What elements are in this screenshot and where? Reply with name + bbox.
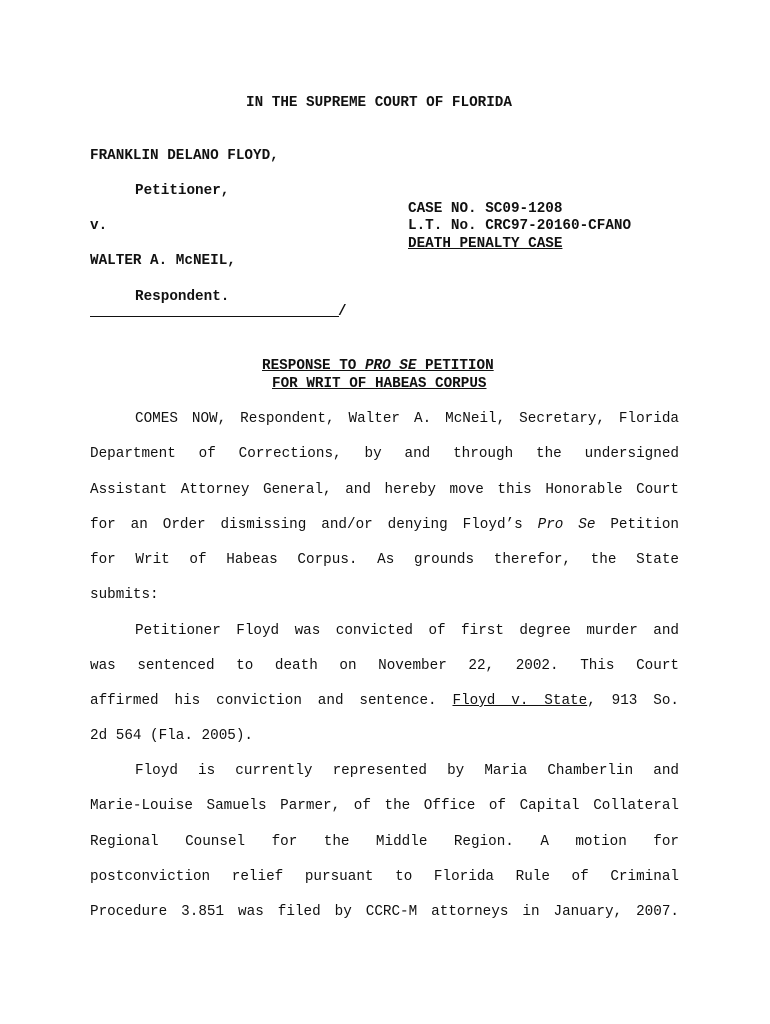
versus: v. — [90, 218, 108, 234]
document-title-line-2: FOR WRIT OF HABEAS CORPUS — [272, 376, 487, 392]
body-line: Floyd is currently represented by Maria Chamberlin and — [135, 763, 679, 779]
petitioner-name: FRANKLIN DELANO FLOYD, — [90, 148, 279, 164]
body-line: submits: — [90, 587, 159, 603]
caption-rule — [90, 316, 339, 317]
case-citation: Floyd v. State — [452, 693, 588, 709]
body-line: Regional Counsel for the Middle Region. A motion for — [90, 834, 679, 850]
body-line: for an Order dismissing and/or denying Floyd’s Pro Se Petition — [90, 517, 679, 533]
body-line: COMES NOW, Respondent, Walter A. McNeil, Secretary, Florida — [135, 411, 679, 427]
body-line: was sentenced to death on November 22, 2002. This Court — [90, 658, 679, 674]
respondent-name: WALTER A. McNEIL, — [90, 253, 236, 269]
respondent-role: Respondent. — [135, 289, 230, 305]
petitioner-role: Petitioner, — [135, 183, 230, 199]
body-line: postconviction relief pursuant to Florida Rule of Criminal — [90, 869, 679, 885]
document-title-line-1: RESPONSE TO PRO SE PETITION — [262, 358, 494, 374]
body-line: Procedure 3.851 was filed by CCRC-M attorneys in January, 2007. — [90, 904, 679, 920]
body-line: Petitioner Floyd was convicted of first degree murder and — [135, 623, 679, 639]
case-number: CASE NO. SC09-1208 — [408, 201, 563, 217]
body-line: Marie-Louise Samuels Parmer, of the Office of Capital Collateral — [90, 798, 679, 814]
caption-slash: / — [338, 304, 347, 320]
case-type: DEATH PENALTY CASE — [408, 236, 563, 252]
body-line: Department of Corrections, by and through the undersigned — [90, 446, 679, 462]
body-line: for Writ of Habeas Corpus. As grounds therefor, the State — [90, 552, 679, 568]
court-heading: IN THE SUPREME COURT OF FLORIDA — [246, 95, 512, 111]
lower-tribunal-number: L.T. No. CRC97-20160-CFANO — [408, 218, 632, 234]
body-line: 2d 564 (Fla. 2005). — [90, 728, 254, 744]
body-line: affirmed his conviction and sentence. Floyd v. State, 913 So. — [90, 693, 679, 709]
body-line: Assistant Attorney General, and hereby move this Honorable Court — [90, 482, 679, 498]
